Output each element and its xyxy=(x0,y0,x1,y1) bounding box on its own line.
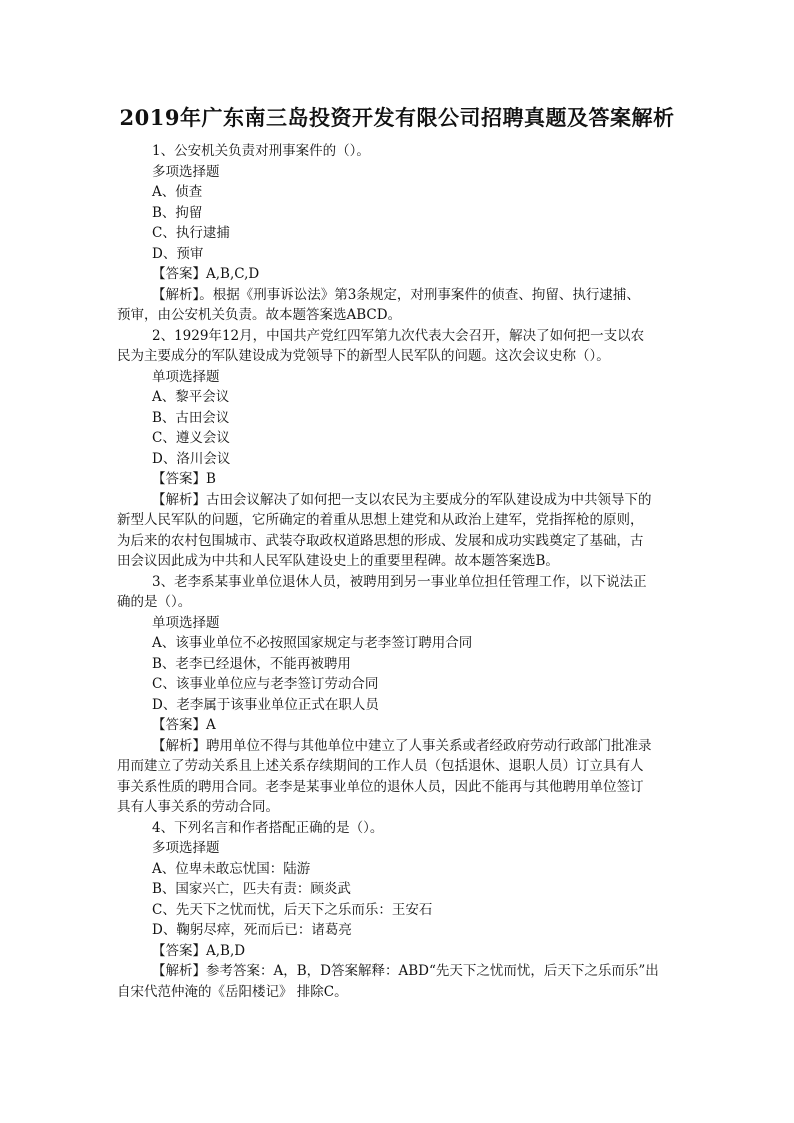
question-1-option-d: D、预审 xyxy=(152,246,204,262)
question-2-option-c: C、遵义会议 xyxy=(152,430,230,446)
question-4-option-a: A、位卑未敢忘忧国：陆游 xyxy=(152,861,311,877)
question-2-analysis-line: 【解析】古田会议解决了如何把一支以农民为主要成分的军队建设成为中共领导下的 xyxy=(152,492,652,508)
question-4-option-b: B、国家兴亡，匹夫有责：顾炎武 xyxy=(152,881,351,897)
question-1-analysis-line: 【解析】。根据《刑事诉讼法》第3条规定，对刑事案件的侦查、拘留、执行逮捕、 xyxy=(152,287,640,303)
question-1-option-c: C、执行逮捕 xyxy=(152,225,230,241)
question-2-analysis-line: 新型人民军队的问题，它所确定的着重从思想上建党和从政治上建军，党指挥枪的原则， xyxy=(117,512,644,528)
question-3-analysis-line: 【解析】聘用单位不得与其他单位中建立了人事关系或者经政府劳动行政部门批准录 xyxy=(152,738,652,754)
question-2-analysis-line: 田会议因此成为中共和人民军队建设史上的重要里程碑。故本题答案选B。 xyxy=(117,553,559,569)
question-4-option-c: C、先天下之忧而忧，后天下之乐而乐：王安石 xyxy=(152,902,433,918)
question-3-option-c: C、该事业单位应与老李签订劳动合同 xyxy=(152,676,379,692)
question-2-type: 单项选择题 xyxy=(152,369,220,385)
question-3-type: 单项选择题 xyxy=(152,615,220,631)
question-1-option-a: A、侦查 xyxy=(152,184,203,200)
question-3-analysis-line: 用而建立了劳动关系且上述关系存续期间的工作人员（包括退休、退职人员）订立具有人 xyxy=(117,758,644,774)
question-4-answer: 【答案】A,B,D xyxy=(152,943,246,959)
question-2-answer: 【答案】B xyxy=(152,471,216,487)
question-3-option-d: D、老李属于该事业单位正式在职人员 xyxy=(152,697,379,713)
question-4-stem: 4、下列名言和作者搭配正确的是（）。 xyxy=(152,820,384,836)
question-4-option-d: D、鞠躬尽瘁，死而后已：诸葛亮 xyxy=(152,922,352,938)
question-4-type: 多项选择题 xyxy=(152,840,220,856)
question-2-option-a: A、黎平会议 xyxy=(152,389,230,405)
question-4-analysis-line: 自宋代范仲淹的《岳阳楼记》 排除C。 xyxy=(117,984,348,1000)
question-3-answer: 【答案】A xyxy=(152,717,216,733)
question-3-stem-line: 3、老李系某事业单位退休人员，被聘用到另一事业单位担任管理工作，以下说法正 xyxy=(152,574,647,590)
question-1-answer: 【答案】A,B,C,D xyxy=(152,266,260,282)
question-2-stem-line: 2、1929年12月，中国共产党红四军第九次代表大会召开，解决了如何把一支以农 xyxy=(152,328,645,344)
question-1-type: 多项选择题 xyxy=(152,164,220,180)
question-2-analysis-line: 为后来的农村包围城市、武装夺取政权道路思想的形成、发展和成功实践奠定了基础，古 xyxy=(117,533,644,549)
question-2-option-d: D、洛川会议 xyxy=(152,451,231,467)
document-title: 2019年广东南三岛投资开发有限公司招聘真题及答案解析 xyxy=(119,105,675,130)
question-3-analysis-line: 具有人事关系的劳动合同。 xyxy=(117,799,279,815)
question-3-analysis-line: 事关系性质的聘用合同。老李是某事业单位的退休人员，因此不能再与其他聘用单位签订 xyxy=(117,779,644,795)
question-2-option-b: B、古田会议 xyxy=(152,410,230,426)
question-4-analysis-line: 【解析】参考答案：A，B，D答案解释：ABD“先天下之忧而忧，后天下之乐而乐”出 xyxy=(152,963,659,979)
question-3-option-a: A、该事业单位不必按照国家规定与老李签订聘用合同 xyxy=(152,635,473,651)
question-1-stem: 1、公安机关负责对刑事案件的（）。 xyxy=(152,143,370,159)
question-3-option-b: B、老李已经退休，不能再被聘用 xyxy=(152,656,351,672)
question-3-stem-line: 确的是（）。 xyxy=(117,594,192,610)
question-1-analysis-line: 预审，由公安机关负责。故本题答案选ABCD。 xyxy=(117,307,402,323)
question-2-stem-line: 民为主要成分的军队建设成为党领导下的新型人民军队的问题。这次会议史称（）。 xyxy=(117,348,610,364)
question-1-option-b: B、拘留 xyxy=(152,205,203,221)
